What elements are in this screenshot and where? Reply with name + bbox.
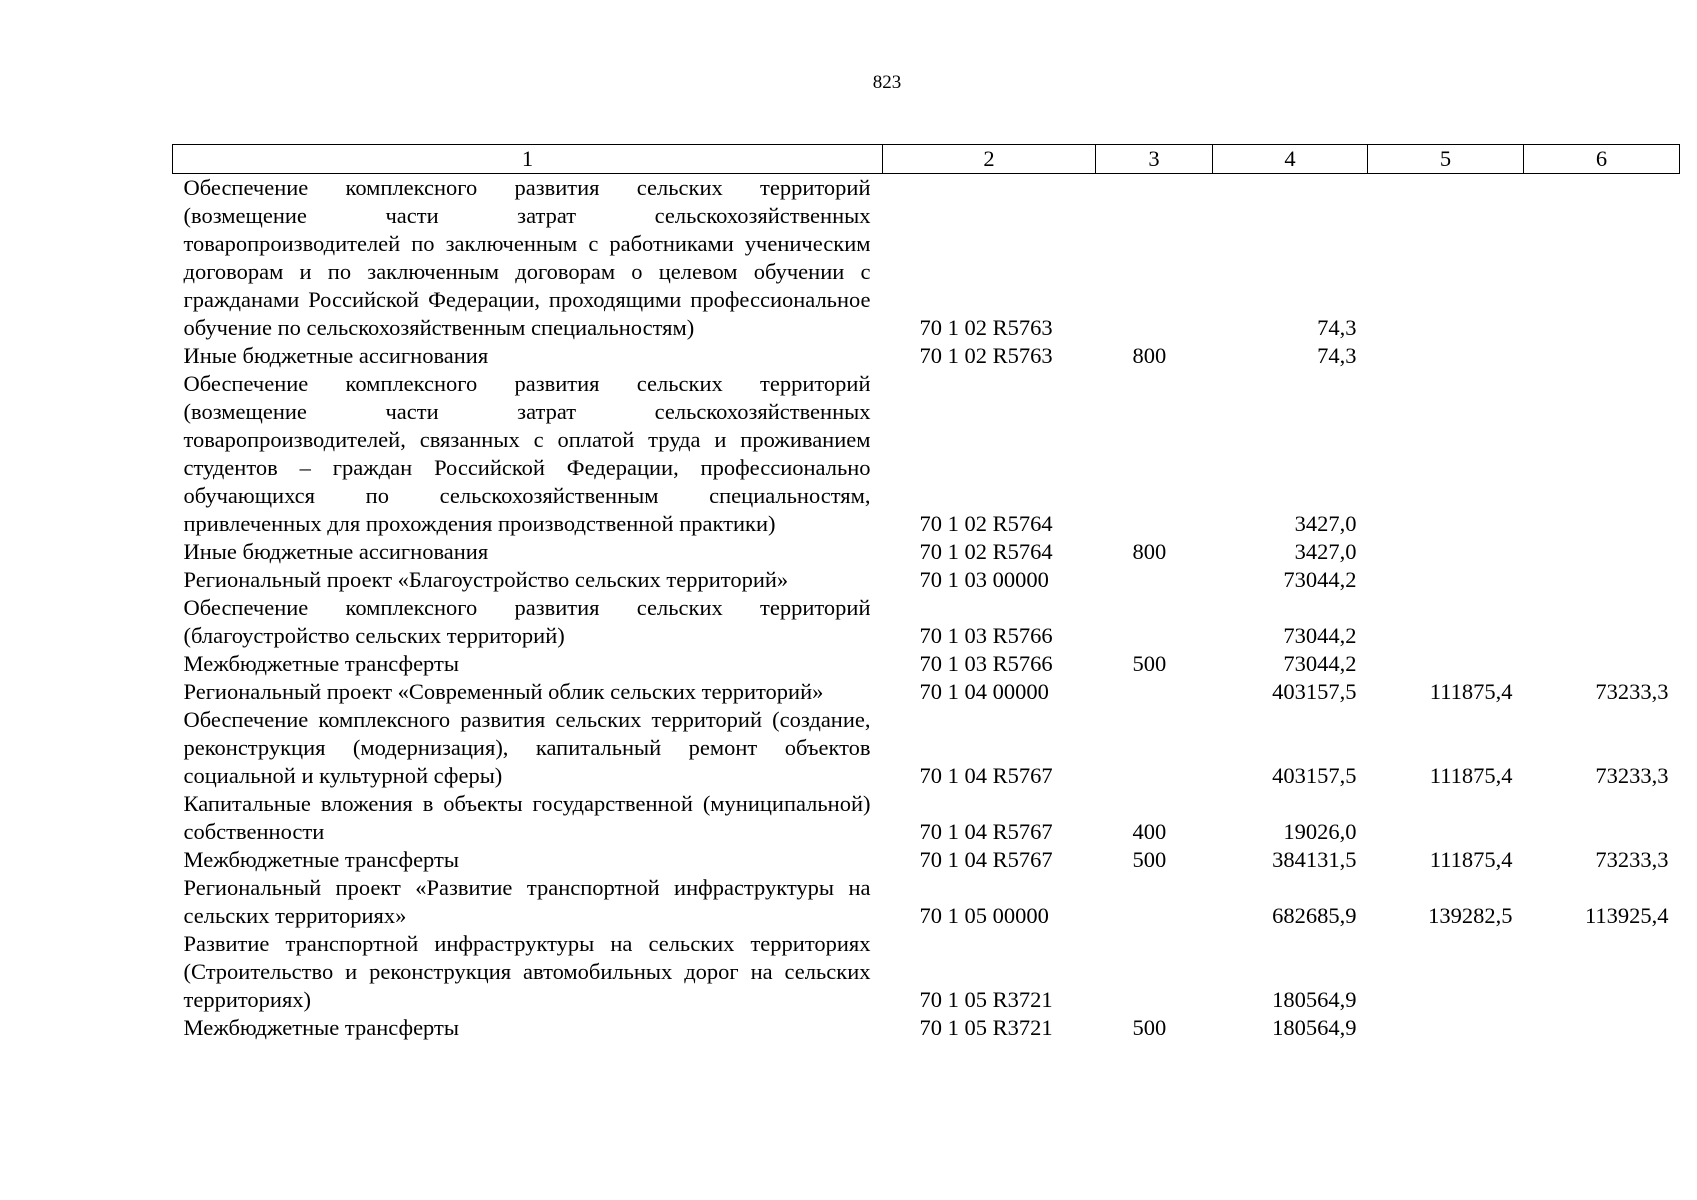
- row-expense-type: 500: [1132, 1015, 1167, 1040]
- row-expense-type: [1096, 566, 1213, 594]
- row-name: Обеспечение комплексного развития сельских территорий (благоустройство сельских территорий): [183, 595, 871, 648]
- row-value-5: 111875,4: [1429, 763, 1513, 788]
- row-value-6: 73233,3: [1595, 679, 1669, 704]
- row-value-4: 73044,2: [1283, 567, 1357, 592]
- row-target-code: 70 1 04 R5767: [919, 819, 1053, 844]
- row-value-6: [1524, 650, 1680, 678]
- table-row: [173, 370, 1680, 538]
- row-target-code: 70 1 05 R3721: [919, 987, 1053, 1012]
- table-row: [173, 1014, 1680, 1042]
- row-expense-type: 400: [1132, 819, 1167, 844]
- row-value-4: 403157,5: [1272, 679, 1357, 704]
- row-value-4: 384131,5: [1272, 847, 1357, 872]
- row-value-6: 73233,3: [1595, 763, 1669, 788]
- row-value-5: [1368, 790, 1524, 846]
- table-row: [173, 566, 1680, 594]
- row-name: Региональный проект «Современный облик сельских территорий»: [183, 679, 824, 704]
- row-target-code: 70 1 04 00000: [919, 679, 1049, 704]
- page-number: 823: [872, 72, 902, 93]
- row-target-code: 70 1 05 00000: [919, 903, 1049, 928]
- row-value-5: [1368, 538, 1524, 566]
- row-name: Межбюджетные трансферты: [183, 847, 459, 872]
- row-value-4: 74,3: [1317, 343, 1357, 368]
- row-value-4: 3427,0: [1294, 511, 1357, 536]
- row-target-code: 70 1 02 R5764: [919, 511, 1053, 536]
- row-name: Иные бюджетные ассигнования: [183, 343, 489, 368]
- row-value-6: [1524, 1014, 1680, 1042]
- row-value-5: 139282,5: [1428, 903, 1513, 928]
- row-value-4: 73044,2: [1283, 651, 1357, 676]
- table-row: [173, 650, 1680, 678]
- table-row: [173, 174, 1680, 343]
- row-value-5: [1368, 370, 1524, 538]
- column-header-6: 6: [1524, 145, 1680, 174]
- row-target-code: 70 1 05 R3721: [919, 1015, 1053, 1040]
- row-target-code: 70 1 04 R5767: [919, 763, 1053, 788]
- table-row: [173, 874, 1680, 930]
- table-body: [173, 174, 1680, 1043]
- row-value-5: [1368, 1014, 1524, 1042]
- row-value-4: 180564,9: [1272, 987, 1357, 1012]
- row-target-code: 70 1 02 R5764: [919, 539, 1053, 564]
- header-row: [173, 145, 1680, 174]
- row-expense-type: [1096, 174, 1213, 343]
- row-name: Капитальные вложения в объекты государственной (муниципальной) собственности: [183, 791, 871, 844]
- table-row: [173, 846, 1680, 874]
- table-row: [173, 678, 1680, 706]
- row-name: Обеспечение комплексного развития сельских территорий (возмещение части затрат сельскохозяйственных товаропроизводителей, связанных с оплатой труда и проживанием студентов – граждан Российской Федерации, профессионально обучающихся по сельскохозяйственным специальностям, привлеченных для прохождения производственной практики): [183, 371, 871, 536]
- row-target-code: 70 1 03 00000: [919, 567, 1049, 592]
- row-name: Региональный проект «Развитие транспортной инфраструктуры на сельских территориях»: [183, 875, 871, 928]
- table-row: [173, 930, 1680, 1014]
- row-value-5: [1368, 594, 1524, 650]
- row-expense-type: 500: [1132, 847, 1167, 872]
- row-value-5: 111875,4: [1429, 847, 1513, 872]
- row-expense-type: 800: [1132, 539, 1167, 564]
- row-value-6: [1524, 342, 1680, 370]
- row-value-5: 111875,4: [1429, 679, 1513, 704]
- row-target-code: 70 1 03 R5766: [919, 651, 1053, 676]
- row-expense-type: [1096, 678, 1213, 706]
- row-target-code: 70 1 02 R5763: [919, 315, 1053, 340]
- row-value-6: [1524, 566, 1680, 594]
- column-header-2: 2: [883, 145, 1096, 174]
- table-row: [173, 342, 1680, 370]
- row-value-5: [1368, 650, 1524, 678]
- row-value-6: [1524, 538, 1680, 566]
- row-value-5: [1368, 342, 1524, 370]
- row-value-4: 74,3: [1317, 315, 1357, 340]
- row-target-code: 70 1 02 R5763: [919, 343, 1053, 368]
- row-value-6: 113925,4: [1584, 903, 1669, 928]
- row-name: Обеспечение комплексного развития сельских территорий (создание, реконструкция (модернизация), капитальный ремонт объектов социальной и культурной сферы): [183, 707, 871, 788]
- row-expense-type: 800: [1132, 343, 1167, 368]
- row-value-6: [1524, 594, 1680, 650]
- table-row: [173, 538, 1680, 566]
- row-expense-type: [1096, 706, 1213, 790]
- row-value-5: [1368, 566, 1524, 594]
- column-header-1: 1: [173, 145, 883, 174]
- row-expense-type: 500: [1132, 651, 1167, 676]
- row-value-4: 682685,9: [1272, 903, 1357, 928]
- row-name: Иные бюджетные ассигнования: [183, 539, 489, 564]
- column-header-5: 5: [1368, 145, 1524, 174]
- row-value-6: 73233,3: [1595, 847, 1669, 872]
- row-expense-type: [1096, 874, 1213, 930]
- table-row: [173, 790, 1680, 846]
- table-row: [173, 594, 1680, 650]
- row-value-6: [1524, 174, 1680, 343]
- row-value-4: 3427,0: [1294, 539, 1357, 564]
- row-value-4: 19026,0: [1283, 819, 1357, 844]
- column-header-4: 4: [1213, 145, 1368, 174]
- row-expense-type: [1096, 930, 1213, 1014]
- row-value-6: [1524, 930, 1680, 1014]
- table-row: [173, 706, 1680, 790]
- table-header: [173, 145, 1680, 174]
- row-value-6: [1524, 790, 1680, 846]
- row-target-code: 70 1 03 R5766: [919, 623, 1053, 648]
- row-value-5: [1368, 930, 1524, 1014]
- row-name: Развитие транспортной инфраструктуры на сельских территориях (Строительство и реконструкция автомобильных дорог на сельских территориях): [183, 931, 871, 1012]
- row-value-4: 73044,2: [1283, 623, 1357, 648]
- budget-table: [172, 144, 1680, 1042]
- row-expense-type: [1096, 594, 1213, 650]
- row-name: Межбюджетные трансферты: [183, 651, 459, 676]
- row-name: Региональный проект «Благоустройство сельских территорий»: [183, 567, 789, 592]
- row-value-5: [1368, 174, 1524, 343]
- row-target-code: 70 1 04 R5767: [919, 847, 1053, 872]
- row-value-4: 403157,5: [1272, 763, 1357, 788]
- row-value-4: 180564,9: [1272, 1015, 1357, 1040]
- row-name: Межбюджетные трансферты: [183, 1015, 459, 1040]
- row-name: Обеспечение комплексного развития сельских территорий (возмещение части затрат сельскохозяйственных товаропроизводителей по заключенным с работниками ученическим договорам и по заключенным договорам о целевом обучении с гражданами Российской Федерации, проходящими профессиональное обучение по сельскохозяйственным специальностям): [183, 175, 871, 340]
- row-expense-type: [1096, 370, 1213, 538]
- column-header-3: 3: [1096, 145, 1213, 174]
- row-value-6: [1524, 370, 1680, 538]
